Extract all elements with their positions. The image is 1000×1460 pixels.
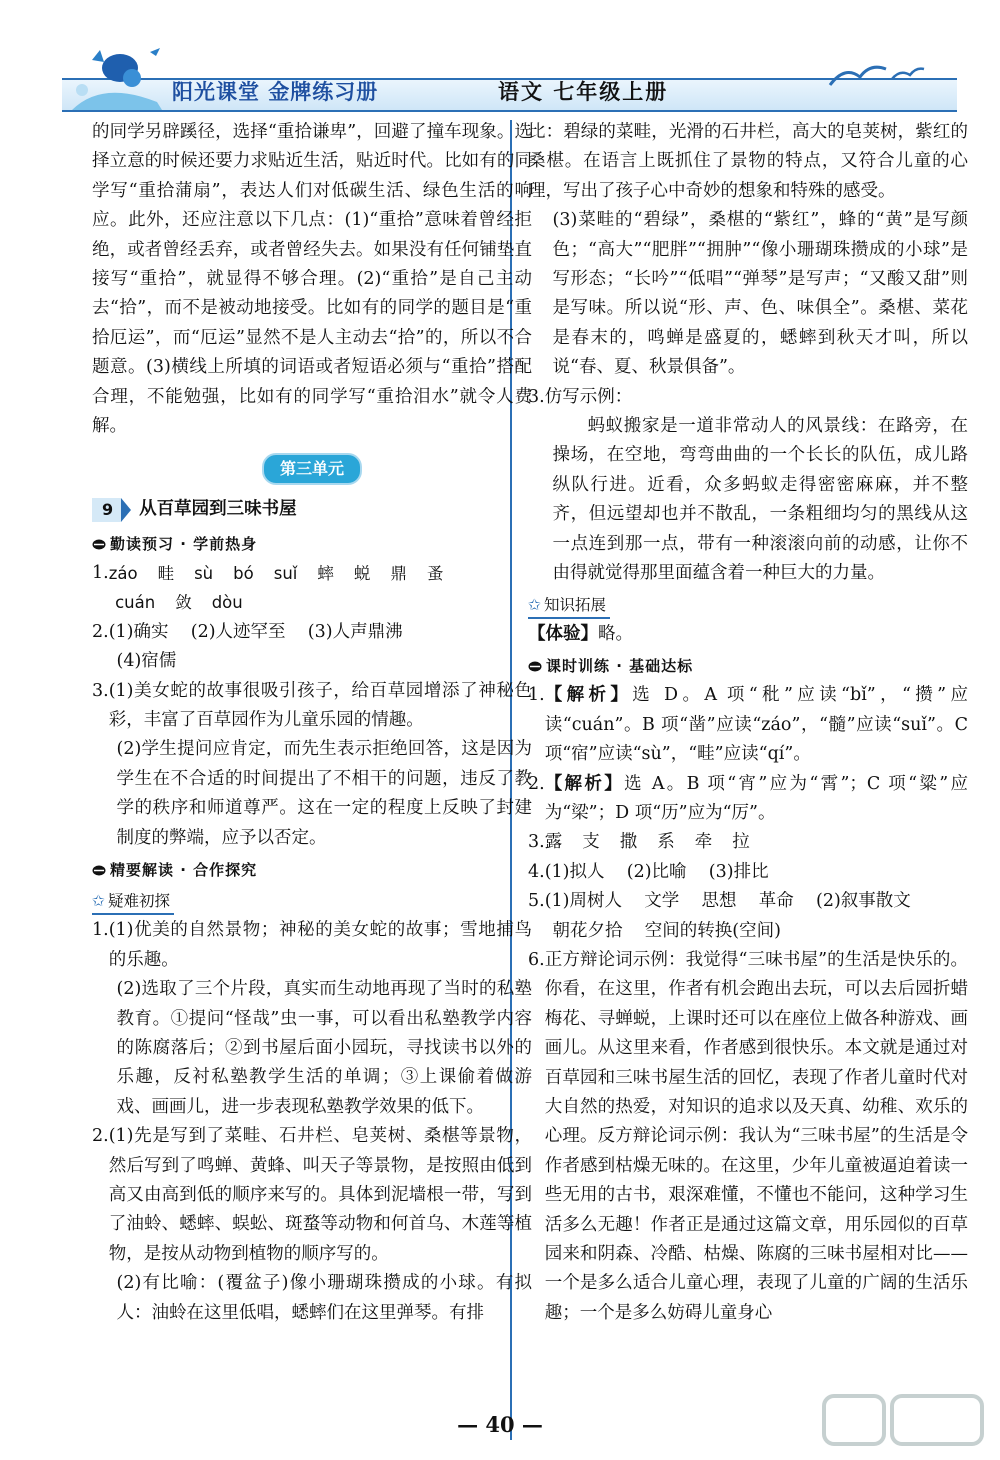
item-number: 1. xyxy=(92,920,109,941)
pinyin-word: cuán xyxy=(115,593,156,613)
word: 撒 xyxy=(619,832,638,853)
item-text: (1)拟人 (2)比喻 (3)排比 xyxy=(544,861,769,882)
pinyin-word: dòu xyxy=(211,593,243,613)
word: 牵 xyxy=(694,832,713,853)
answer-item xyxy=(528,887,968,916)
section-heading-text: 勤读预习 · 学前热身 xyxy=(110,534,258,553)
pinyin-word: suǐ xyxy=(273,563,298,583)
answer-item xyxy=(92,618,532,647)
pinyin-word: záo xyxy=(108,563,138,583)
item-text: (1)周树人 文学 思想 革命 (2)叙事散文 xyxy=(544,891,911,912)
item-number: 3. xyxy=(528,832,545,853)
analysis-text: 选 A。B 项“宵”应为“霄”；C 项“粱”应为“梁”；D 项“历”应为“厉”。 xyxy=(544,773,968,823)
child-illustration-icon xyxy=(62,40,172,112)
star-icon: ✩ xyxy=(528,595,541,614)
pinyin-word: sù xyxy=(194,563,214,583)
header-dotted-rule xyxy=(62,110,957,112)
answer-item xyxy=(92,677,532,736)
word: 系 xyxy=(657,832,675,853)
item-text: (1)确实 (2)人迹罕至 (3)人声鼎沸 xyxy=(108,621,403,642)
pinyin-word: 畦 xyxy=(157,563,175,583)
item-number: 2. xyxy=(92,1126,109,1147)
subheading-text: 疑难初探 xyxy=(108,891,171,910)
item-number: 2. xyxy=(528,773,545,794)
section-heading-text: 精要解读 · 合作探究 xyxy=(110,860,258,879)
section-heading-training xyxy=(528,653,968,679)
section-heading-text: 课时训练 · 基础达标 xyxy=(546,657,694,676)
answer-item xyxy=(92,559,532,588)
right-column xyxy=(528,118,968,1328)
book-brand-title: 阳光课堂 金牌练习册 xyxy=(172,80,379,104)
item-number: 2. xyxy=(92,621,109,642)
subheading-text: 知识拓展 xyxy=(544,595,607,614)
lesson-title: 从百草园到三味书屋 xyxy=(139,499,297,520)
section-marker-icon xyxy=(92,865,106,876)
lesson-arrow-icon xyxy=(121,498,131,522)
answer-item xyxy=(528,946,968,1328)
analysis-label: 【解析】 xyxy=(544,773,625,794)
item-text xyxy=(545,770,968,829)
pinyin-word: bó xyxy=(233,563,254,583)
answer-item xyxy=(528,681,968,769)
experience-line xyxy=(528,620,968,649)
pinyin-word: 蜕 xyxy=(353,563,371,583)
lesson-number: 9 xyxy=(92,498,121,522)
item-number: 3. xyxy=(528,386,545,407)
section-heading-analysis xyxy=(92,857,532,883)
item-text: (2)有比喻：(覆盆子)像小珊瑚珠攒成的小球。有拟人：油蛉在这里低唱，蟋蟀们在这里弹琴。有排 xyxy=(116,1273,532,1323)
item-text: (3)菜畦的“碧绿”，桑椹的“紫红”，蜂的“黄”是写颜色；“高大”“肥胖”“拥肿”“像小珊瑚珠攒成的小球”是写形态；“长吟”“低唱”“弹琴”是写声；“又酸又甜”则是写味。所以说“形、声、色、味俱全”。桑椹、菜花是春末的，鸣蝉是盛夏的，蟋蟀到秋天才叫，所以说“春、夏、秋景俱备”。 xyxy=(552,210,968,378)
section-marker-icon xyxy=(528,661,542,672)
item-number: 6. xyxy=(528,949,545,970)
answer-item xyxy=(92,1122,532,1269)
word: 支 xyxy=(582,832,600,853)
item-text: (1)美女蛇的故事很吸引孩子，给百草园增添了神秘色彩，丰富了百草园作为儿童乐园的情趣。 xyxy=(108,680,532,730)
item-text xyxy=(545,681,968,769)
item-text: (1)先是写到了菜畦、石井栏、皂荚树、桑椹等景物，然后写到了鸣蝉、黄蜂、叫天子等景物，是按照由低到高又由高到低的顺序来写的。具体到泥墙根一带，写到了油蛉、蟋蟀、蜈蚣、斑蝥等动物和何首乌、木莲等植物，是按从动物到植物的顺序写的。 xyxy=(108,1126,532,1264)
answer-item xyxy=(528,383,968,412)
unit-badge: 第三单元 xyxy=(262,453,362,485)
item-text: 仿写示例： xyxy=(544,386,633,407)
item-number: 5. xyxy=(528,891,545,912)
pinyin-word: 蟀 xyxy=(317,563,334,583)
birds-icon xyxy=(820,55,930,95)
item-text: 正方辩论词示例：我觉得“三味书屋”的生活是快乐的。你看，在这里，作者有机会跑出去玩，可以去后园折蜡梅花、寻蝉蜕，上课时还可以在座位上做各种游戏、画画儿。从这里来看，作者感到很快乐。本文就是通过对百草园和三味书屋生活的回忆，表现了作者儿童时代对大自然的热爱，对知识的追求以及天真、幼稚、欢乐的心理。反方辩论词示例：我认为“三味书屋”的生活是令作者感到枯燥无味的。在这里，少年儿童被逼迫着读一些无用的古书，艰深难懂，不懂也不能问，这种学习生活多么无趣！作者正是通过这篇文章，用乐园似的百草园来和阴森、冷酷、枯燥、陈腐的三味书屋相对比——一个是多么适合儿童心理，表现了儿童的广阔的生活乐趣；一个是多么妨碍儿童身心 xyxy=(544,949,968,1323)
item-number: 4. xyxy=(528,861,545,882)
analysis-text: 选 D。A 项“秕”应读“bǐ”，“攒”应读“cuán”。B 项“凿”应读“záo”，“髓”应读“suǐ”。C 项“宿”应读“sù”，“畦”应读“qí”。 xyxy=(544,685,969,765)
item-text: (4)宿儒 xyxy=(116,651,177,672)
item-text: (2)选取了三个片段，真实而生动地再现了当时的私塾教育。①提问“怪哉”虫一事，可以看出私塾教学内容的陈腐落后；②到书屋后面小园玩，寻找读书以外的乐趣，反衬私塾教学生活的单调；③上课偷着做游戏、画画儿，进一步表现私塾教学效果的低下。 xyxy=(116,979,532,1117)
lesson-heading xyxy=(92,495,532,524)
pinyin-line xyxy=(109,559,532,588)
experience-label: 【体验】 xyxy=(528,623,598,644)
left-continued-paragraph: 的同学另辟蹊径，选择“重拾谦卑”，回避了撞车现象。选择立意的时候还要力求贴近生活，贴近时代。比如有的同学写“重拾蒲扇”，表达人们对低碳生活、绿色生活的响应。此外，还应注意以下几点：(1)“重拾”意味着曾经拒绝，或者曾经丢弃，或者曾经失去。如果没有任何铺垫直接写“重拾”，就显得不够合理。(2)“重拾”是自己主动去“拾”，而不是被动地接受。比如有的同学的题目是“重拾厄运”，而“厄运”显然不是人主动去“拾”的，所以不合题意。(3)横线上所填的词语或者短语必须与“重拾”搭配合理，不能勉强，比如有的同学写“重拾泪水”就令人费解。 xyxy=(92,122,532,437)
item-text: 朝花夕拾 空间的转换(空间) xyxy=(552,920,781,941)
pinyin-word: 敛 xyxy=(175,593,192,613)
pinyin-word: 鼎 xyxy=(390,563,407,583)
pinyin-word: 蚤 xyxy=(426,563,444,583)
word: 露 xyxy=(544,832,563,853)
word: 拉 xyxy=(732,832,750,853)
page-number: — 40 — xyxy=(457,1412,543,1437)
subject-grade-title: 语文 七年级上册 xyxy=(498,80,669,104)
answer-item xyxy=(92,916,532,975)
item-number: 3. xyxy=(92,680,109,701)
subheading-extension xyxy=(528,593,610,619)
answer-item xyxy=(528,770,968,829)
item-text xyxy=(545,828,968,857)
right-continued-paragraph: 比：碧绿的菜畦，光滑的石井栏，高大的皂荚树，紫红的桑椹。在语言上既抓住了景物的特点，又符合儿童的心理，写出了孩子心中奇妙的想象和特殊的感受。 xyxy=(528,122,968,201)
star-icon: ✩ xyxy=(92,891,105,910)
subheading-difficulty xyxy=(92,889,174,915)
left-column xyxy=(92,118,532,1328)
page-header xyxy=(0,0,1000,120)
section-marker-icon xyxy=(92,539,106,550)
item-text: (1)优美的自然景物；神秘的美女蛇的故事；雪地捕鸟的乐趣。 xyxy=(108,920,532,970)
item-number: 1. xyxy=(528,685,545,706)
answer-item xyxy=(528,828,968,857)
item-text: 蚂蚁搬家是一道非常动人的风景线：在路旁，在操场，在空地，弯弯曲曲的一个长长的队伍，成儿路纵队行进。近看，众多蚂蚁走得密密麻麻，并不整齐，但远望却也并不散乱，一条粗细均匀的黑线从这一点连到那一点，带有一种滚滚向前的动感，让你不由得就觉得那里面蕴含着一种巨大的力量。 xyxy=(552,416,968,584)
answer-item xyxy=(528,858,968,887)
item-number: 1. xyxy=(92,562,109,583)
pinyin-line xyxy=(92,588,532,617)
watermark-logo-icon xyxy=(820,1390,990,1450)
section-heading-preview xyxy=(92,531,532,557)
unit-heading xyxy=(92,453,532,485)
item-text: (2)学生提问应肯定，而先生表示拒绝回答，这是因为学生在不合适的时间提出了不相干的问题，违反了教学的秩序和师道尊严。这在一定的程度上反映了封建制度的弊端，应予以否定。 xyxy=(116,739,532,848)
analysis-label: 【解析】 xyxy=(544,685,633,706)
experience-text: 略。 xyxy=(598,623,633,644)
